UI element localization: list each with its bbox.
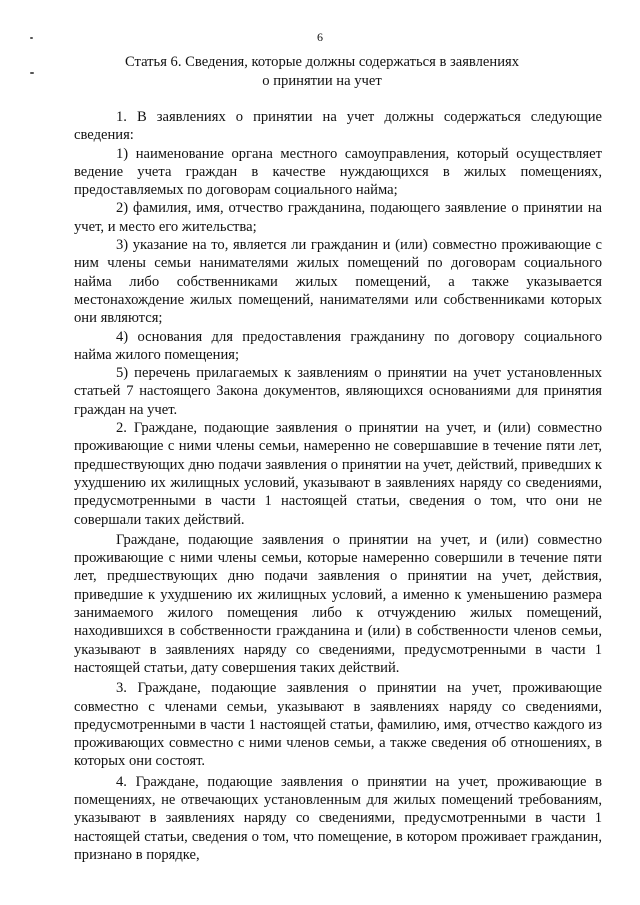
- paragraph: 3) указание на то, является ли гражданин и (или) совместно проживающие с ним члены семьи нанимателями жилых помещений по договорам социального найма либо собственниками жилых помещений, а также указывается местонахождение жилых помещений, нанимателями или собственниками которых они являются;: [74, 237, 602, 327]
- article-title-line-2: о принятии на учет: [262, 73, 382, 89]
- paragraph: 1) наименование органа местного самоуправления, который осуществляет ведение учета граждан в качестве нуждающихся в жилых помещениях, предоставляемых по договорам социального найма;: [74, 145, 602, 199]
- paragraph: 1. В заявлениях о принятии на учет должны содержаться следующие сведения:: [74, 109, 602, 144]
- article-heading: [92, 53, 552, 91]
- paragraph: Граждане, подающие заявления о принятии на учет, и (или) совместно проживающие с ними члены семьи, которые намеренно совершили в течение пяти лет, предшествующих дню подачи заявления о принятии на учет, действия, приведшие к ухудшению их жилищных условий, а именно к уменьшению размера занимаемого жилого помещения либо к отчуждению жилых помещений, находившихся в собственности гражданина и (или) в собственности членов семьи, указывают в заявлениях наряду со сведениями, предусмотренными в части 1 настоящей статьи, дату совершения таких действий.: [74, 531, 602, 676]
- scan-speck: [30, 72, 34, 74]
- article-body: [74, 108, 602, 864]
- paragraph: 2. Граждане, подающие заявления о принятии на учет, и (или) совместно проживающие с ними члены семьи, намеренно не совершавшие в течение пяти лет, предшествующих дню подачи заявления о принятии на учет, действий, приведших к ухудшению их жилищных условий, указывают в заявлениях наряду со сведениями, предусмотренными в части 1 настоящей статьи, сведения о том, что они не совершали таких действий.: [74, 420, 602, 528]
- paragraph: 4. Граждане, подающие заявления о принятии на учет, проживающие в помещениях, не отвечающих установленным для жилых помещений требованиям, указывают в заявлениях наряду со сведениями, предусмотренными в части 1 настоящей статьи, сведения о том, что помещение, в котором проживает гражданин, признано в порядке,: [74, 773, 602, 863]
- paragraph: 5) перечень прилагаемых к заявлениям о принятии на учет установленных статьей 7 настоящего Закона документов, являющихся основаниями для принятия граждан на учет.: [74, 365, 602, 418]
- paragraph: 4) основания для предоставления гражданину по договору социального найма жилого помещения;: [74, 328, 602, 363]
- page-number: 6: [317, 30, 323, 44]
- paragraph: 3. Граждане, подающие заявления о принятии на учет, проживающие совместно с членами семьи, указывают в заявлениях наряду со сведениями, предусмотренными в части 1 настоящей статьи, фамилию, имя, отчество каждого из проживающих совместно с ними членов семьи, а также сведения об отношениях, в которых они состоят.: [74, 680, 602, 770]
- article-title-line-1: Статья 6. Сведения, которые должны содержаться в заявлениях: [124, 54, 520, 70]
- paragraph: 2) фамилия, имя, отчество гражданина, подающего заявление о принятии на учет, и место его жительства;: [74, 200, 602, 235]
